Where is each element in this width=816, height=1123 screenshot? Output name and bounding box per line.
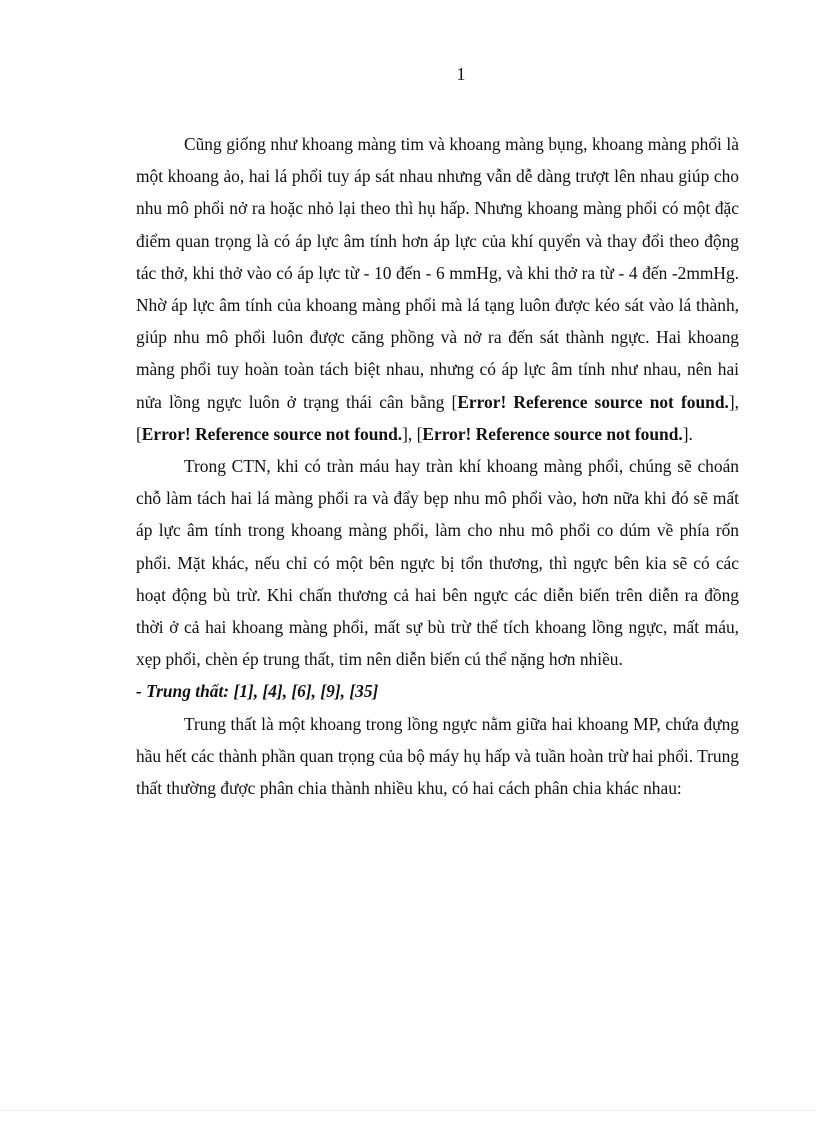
page-bottom-rule <box>0 1110 816 1111</box>
reference-bracket-close: ]. <box>682 423 693 444</box>
paragraph-text: Cũng giống như khoang màng tim và khoang màng bụng, khoang màng phổi là một khoang ảo, hai lá phổi tuy áp sát nhau nhưng vẫn dễ dàng trượt lên nhau giúp cho nhu mô phổi nở ra hoặc nhỏ lại theo thì hụ hấp. Nhưng khoang màng phổi có một đặc điểm quan trọng là có áp lực âm tính hơn áp lực của khí quyển và thay đổi theo động tác thở, khi thở vào có áp lực từ - 10 đến - 6 mmHg, và khi thở ra từ - 4 đến -2mmHg. Nhờ áp lực âm tính của khoang màng phổi mà lá tạng luôn được kéo sát vào lá thành, giúp nhu mô phổi luôn được căng phồng và nở ra đến sát thành ngực. Hai khoang màng phổi tuy hoàn toàn tách biệt nhau, nhưng có áp lực âm tính như nhau, nên hai nửa lồng ngực luôn ở trạng thái cân bằng <box>136 134 739 412</box>
reference-error: Error! Reference source not found. <box>457 391 729 412</box>
paragraph-pleural-cavity <box>136 128 739 450</box>
paragraph-chest-trauma: Trong CTN, khi có tràn máu hay tràn khí khoang màng phổi, chúng sẽ choán chỗ làm tách hai lá màng phổi ra và đẩy bẹp nhu mô phổi vào, hơn nữa khi đó sẽ mất áp lực âm tính trong khoang màng phổi, làm cho nhu mô phổi co dúm về phía rốn phổi. Mặt khác, nếu chỉ có một bên ngực bị tổn thương, thì ngực bên kia sẽ có các hoạt động bù trừ. Khi chấn thương cả hai bên ngực các diễn biến trên diễn ra đồng thời ở cả hai khoang màng phổi, mất sự bù trừ thể tích khoang lồng ngực, mất máu, xẹp phổi, chèn ép trung thất, tim nên diễn biến cú thể nặng hơn nhiều. <box>136 456 739 670</box>
reference-error: Error! Reference source not found. <box>141 423 403 444</box>
document-body <box>136 128 739 804</box>
reference-error: Error! Reference source not found. <box>422 423 683 444</box>
reference-separator: ], [ <box>402 423 423 444</box>
page-number: 1 <box>456 64 466 84</box>
reference-separator: ], [ <box>136 391 739 444</box>
section-heading-mediastinum: - Trung thất: [1], [4], [6], [9], [35] <box>136 681 379 702</box>
reference-bracket-open: [ <box>451 391 458 412</box>
paragraph-mediastinum: Trung thất là một khoang trong lồng ngực nằm giữa hai khoang MP, chứa đựng hầu hết các thành phần quan trọng của bộ máy hụ hấp và tuần hoàn trừ hai phổi. Trung thất thường được phân chia thành nhiều khu, có hai cách phân chia khác nhau: <box>136 713 739 799</box>
